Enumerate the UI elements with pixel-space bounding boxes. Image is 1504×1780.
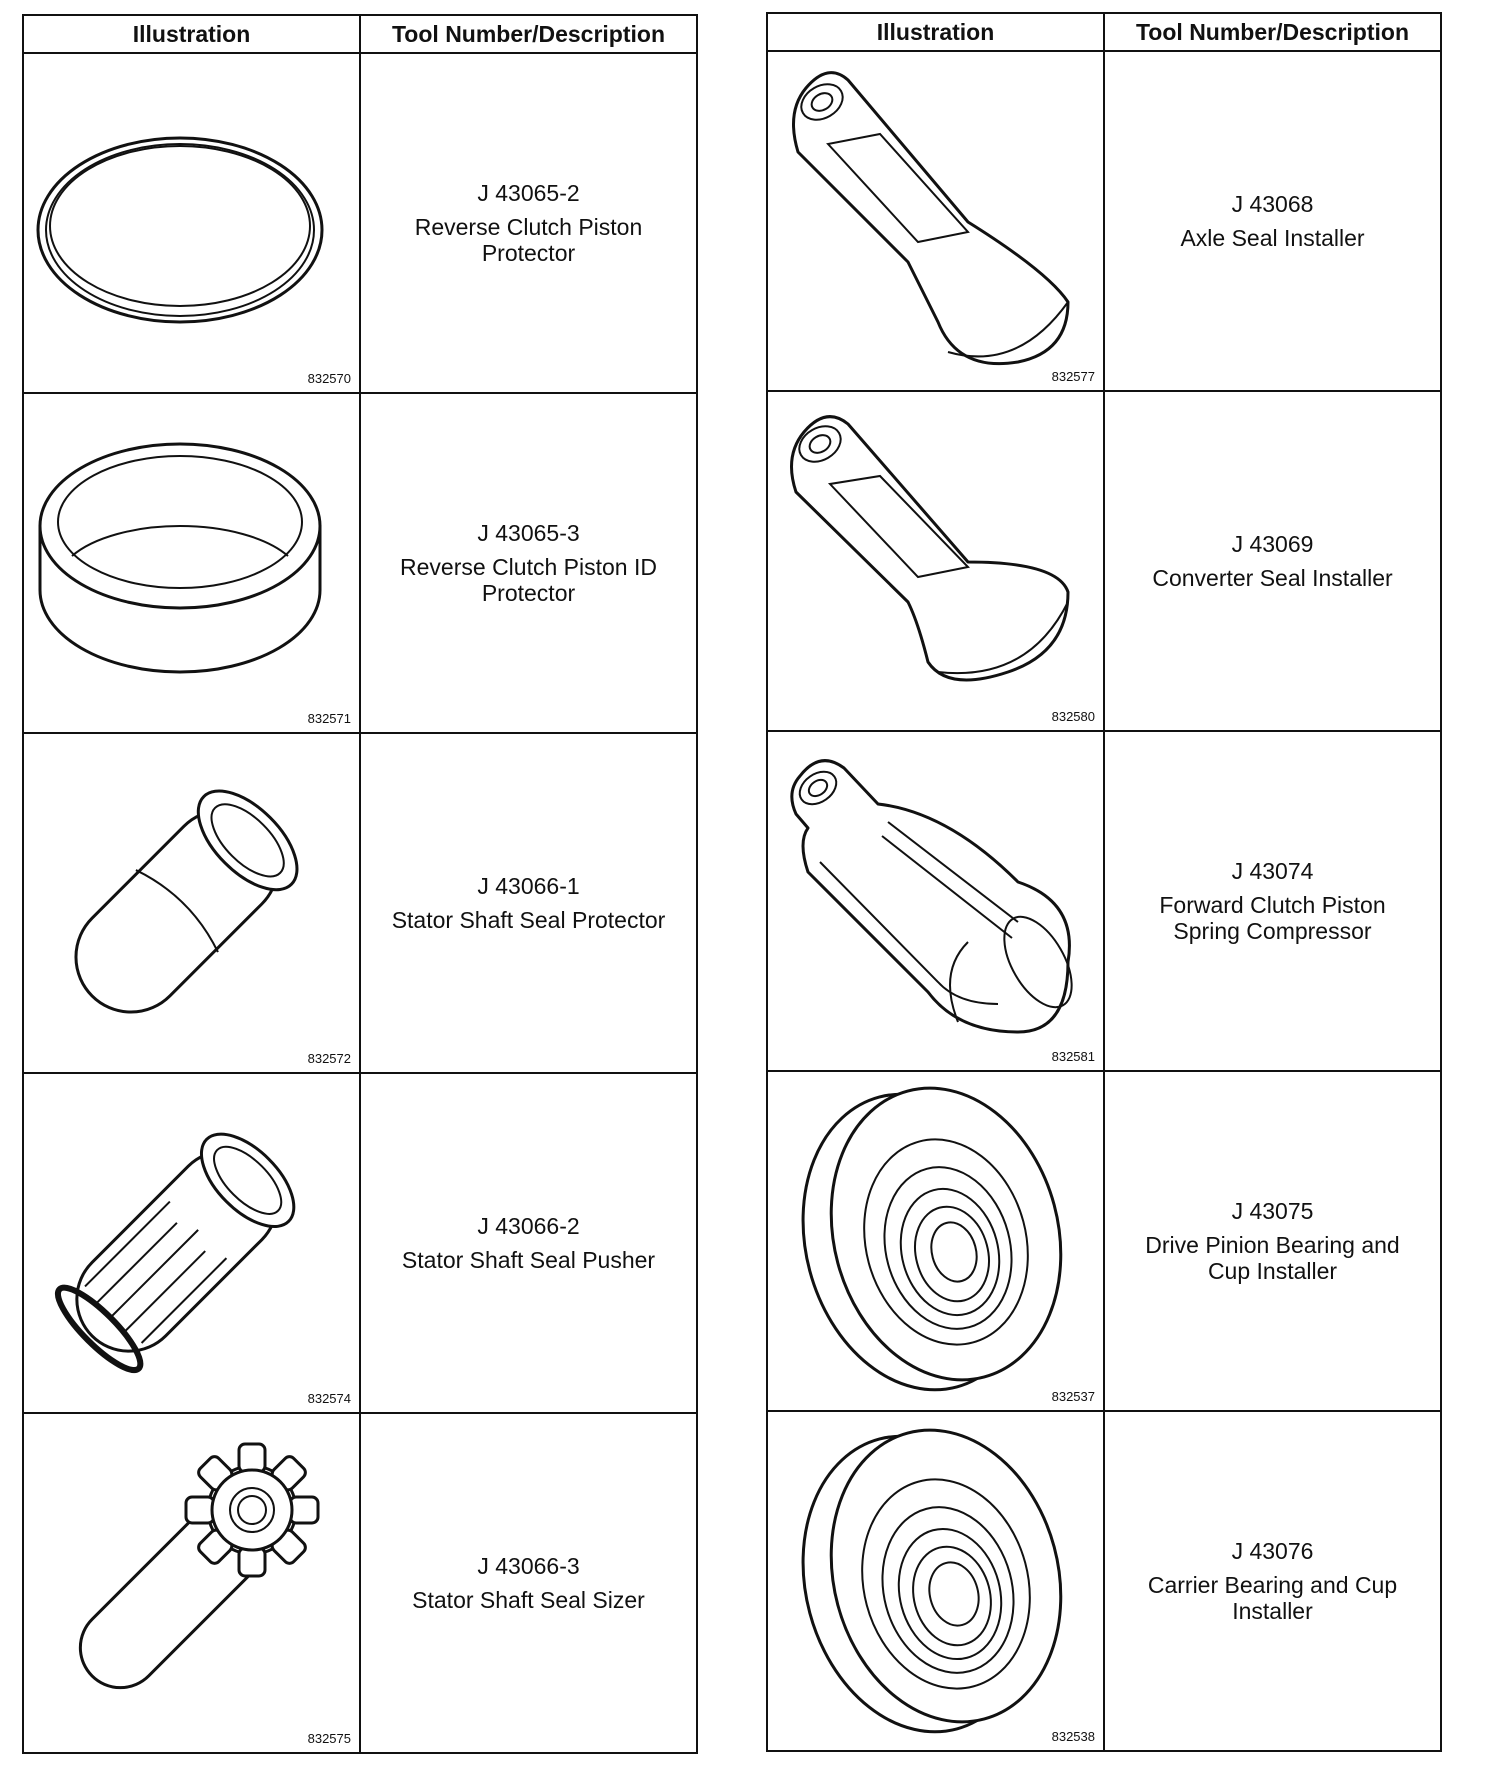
tool-cell	[360, 393, 697, 733]
illustration-header: Illustration	[767, 13, 1104, 51]
tool-description: Forward Clutch Piston Spring Compressor	[1159, 892, 1386, 944]
tool-description: Converter Seal Installer	[1152, 565, 1393, 591]
tool-number: J 43065-2	[477, 180, 580, 206]
figure-number: 832577	[1051, 369, 1095, 384]
table-header-row	[23, 15, 697, 53]
table-row	[23, 733, 697, 1073]
sleeve-protector-icon	[24, 734, 361, 1072]
tool-number: J 43066-1	[477, 873, 580, 899]
slotted-pusher-icon	[24, 1074, 361, 1412]
figure-number: 832570	[307, 371, 351, 386]
converter-installer-icon	[768, 392, 1105, 730]
figure-number: 832571	[307, 711, 351, 726]
tool-table-right	[766, 12, 1442, 1752]
tool-cell	[1104, 1071, 1441, 1411]
gear-sizer-icon	[24, 1414, 361, 1752]
table-row	[767, 731, 1441, 1071]
table-row	[767, 51, 1441, 391]
axle-installer-icon	[768, 52, 1105, 390]
bearing-installer-icon	[768, 1072, 1105, 1410]
tool-cell	[360, 733, 697, 1073]
illustration-cell	[767, 731, 1104, 1071]
tool-number: J 43066-2	[477, 1213, 580, 1239]
figure-number: 832575	[307, 1731, 351, 1746]
tool-number: J 43074	[1231, 858, 1314, 884]
illustration-cell	[23, 53, 360, 393]
tool-description: Axle Seal Installer	[1180, 225, 1365, 251]
tool-description: Stator Shaft Seal Protector	[391, 907, 666, 933]
tool-cell	[1104, 731, 1441, 1071]
table-row	[23, 1073, 697, 1413]
table-header-row	[767, 13, 1441, 51]
table-row	[767, 1411, 1441, 1751]
tool-cell	[1104, 391, 1441, 731]
carrier-installer-icon	[768, 1412, 1105, 1750]
table-row	[23, 1413, 697, 1753]
tool-cell	[360, 1413, 697, 1753]
figure-number: 832581	[1051, 1049, 1095, 1064]
tool-header: Tool Number/Description	[1104, 13, 1441, 51]
illustration-cell	[767, 391, 1104, 731]
tool-number: J 43066-3	[477, 1553, 580, 1579]
tool-table-left	[22, 14, 698, 1754]
tool-number: J 43068	[1231, 191, 1314, 217]
tool-number: J 43076	[1231, 1538, 1314, 1564]
figure-number: 832538	[1051, 1729, 1095, 1744]
spring-compressor-icon	[768, 732, 1105, 1070]
illustration-cell	[23, 393, 360, 733]
illustration-header: Illustration	[23, 15, 360, 53]
table-row	[767, 391, 1441, 731]
illustration-cell	[767, 1411, 1104, 1751]
figure-number: 832580	[1051, 709, 1095, 724]
illustration-cell	[767, 1071, 1104, 1411]
tool-cell	[1104, 1411, 1441, 1751]
cup-ring-icon	[24, 394, 361, 732]
tool-description: Stator Shaft Seal Sizer	[412, 1587, 645, 1613]
tool-number: J 43065-3	[477, 520, 580, 546]
thin-ring-icon	[24, 54, 361, 392]
figure-number: 832574	[307, 1391, 351, 1406]
table-row	[767, 1071, 1441, 1411]
table-row	[23, 53, 697, 393]
illustration-cell	[23, 1073, 360, 1413]
illustration-cell	[23, 733, 360, 1073]
tool-description: Reverse Clutch Piston Protector	[414, 214, 643, 266]
tool-cell	[360, 53, 697, 393]
tool-cell	[360, 1073, 697, 1413]
illustration-cell	[23, 1413, 360, 1753]
table-row	[23, 393, 697, 733]
figure-number: 832572	[307, 1051, 351, 1066]
figure-number: 832537	[1051, 1389, 1095, 1404]
tool-header: Tool Number/Description	[360, 15, 697, 53]
tool-description: Drive Pinion Bearing and Cup Installer	[1145, 1232, 1400, 1284]
tool-cell	[1104, 51, 1441, 391]
tool-description: Reverse Clutch Piston ID Protector	[400, 554, 657, 606]
illustration-cell	[767, 51, 1104, 391]
tool-description: Stator Shaft Seal Pusher	[401, 1247, 656, 1273]
tool-description: Carrier Bearing and Cup Installer	[1147, 1572, 1398, 1624]
tool-number: J 43075	[1231, 1198, 1314, 1224]
tool-number: J 43069	[1231, 531, 1314, 557]
